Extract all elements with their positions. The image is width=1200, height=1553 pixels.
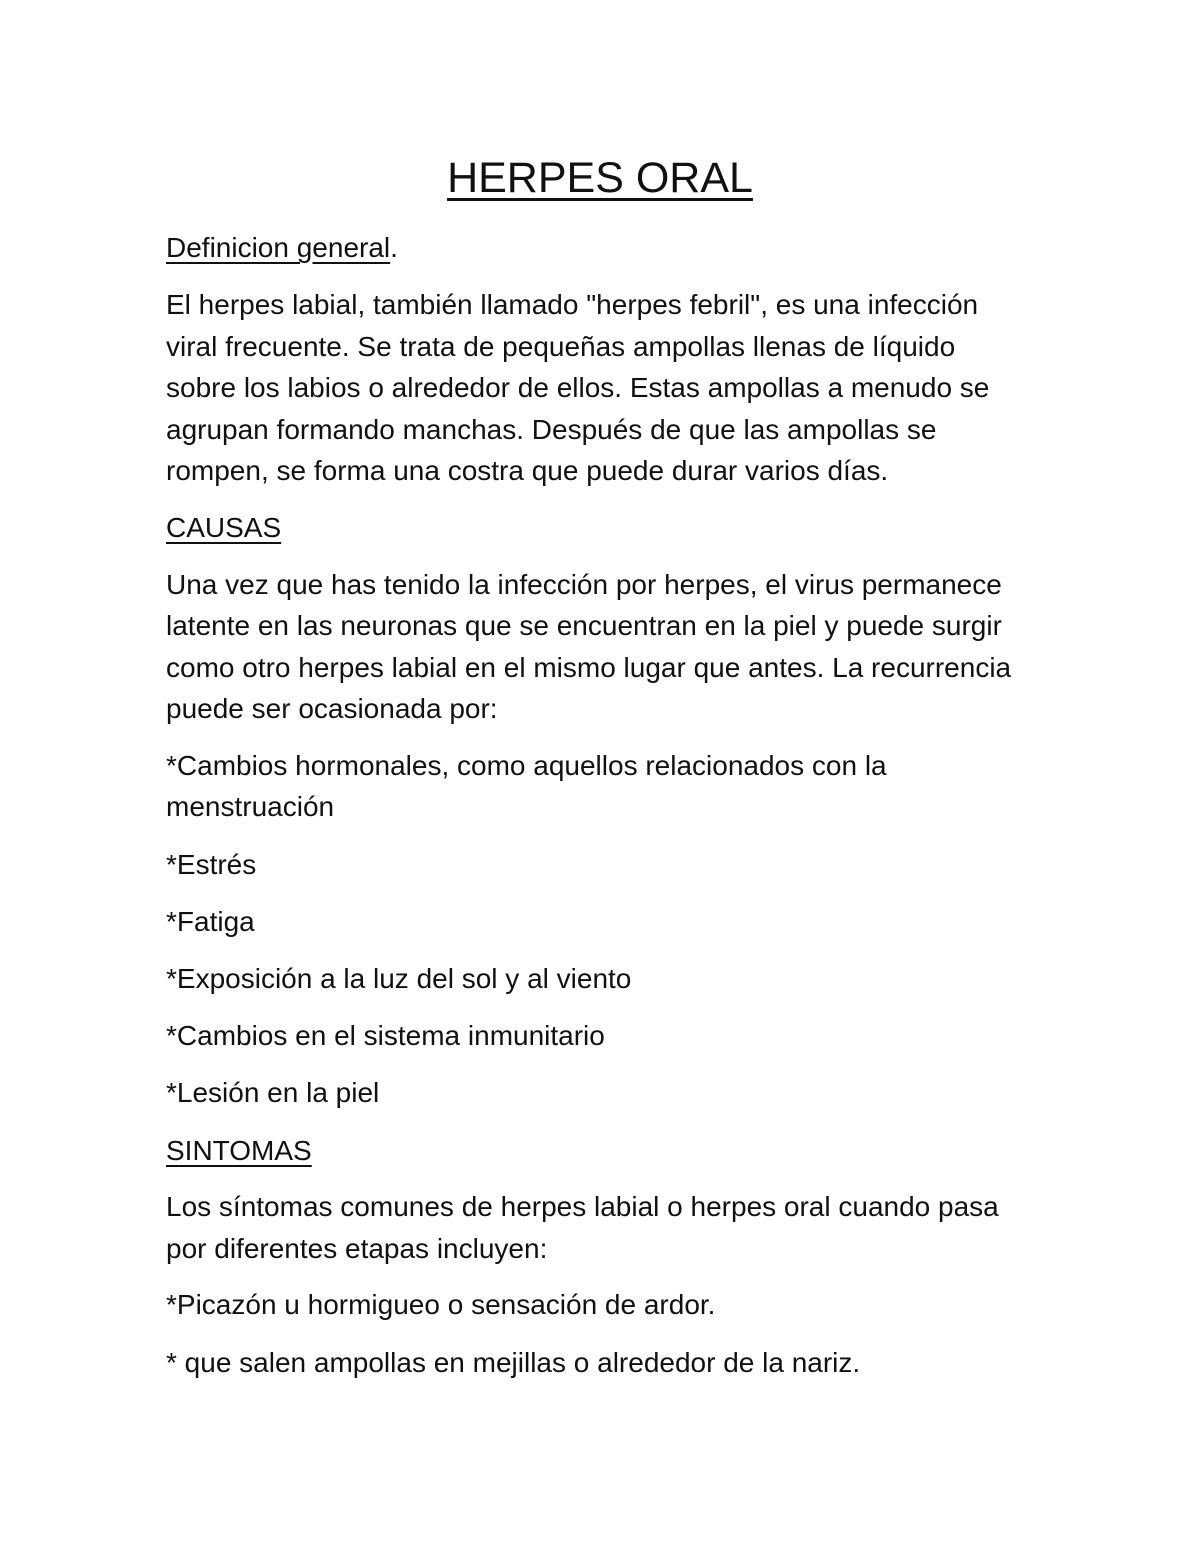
definition-heading: Definicion general bbox=[166, 232, 391, 263]
definition-line-1: El herpes labial, también llamado "herpes febril", es una infección bbox=[166, 289, 979, 320]
definition-line-3: sobre los labios o alrededor de ellos. Estas ampollas a menudo se bbox=[166, 372, 990, 403]
definition-heading-line bbox=[166, 228, 398, 268]
definition-line-4: agrupan formando manchas. Después de que las ampollas se bbox=[166, 414, 937, 445]
causes-item-2: *Estrés bbox=[166, 849, 257, 880]
causes-item-5: *Cambios en el sistema inmunitario bbox=[166, 1020, 605, 1051]
causes-item-6: *Lesión en la piel bbox=[166, 1077, 380, 1108]
definition-heading-suffix: . bbox=[390, 232, 398, 263]
definition-line-2: viral frecuente. Se trata de pequeñas ampollas llenas de líquido bbox=[166, 331, 956, 362]
symptoms-line-1: Los síntomas comunes de herpes labial o herpes oral cuando pasa bbox=[166, 1191, 999, 1222]
causes-line-1: Una vez que has tenido la infección por herpes, el virus permanece bbox=[166, 569, 1002, 600]
causes-line-2: latente en las neuronas que se encuentran en la piel y puede surgir bbox=[166, 610, 1002, 641]
causes-item-4: *Exposición a la luz del sol y al viento bbox=[166, 963, 632, 994]
causes-heading: CAUSAS bbox=[166, 512, 282, 543]
causes-item-3: *Fatiga bbox=[166, 906, 255, 937]
symptoms-line-2: por diferentes etapas incluyen: bbox=[166, 1233, 548, 1264]
symptoms-item-2: * que salen ampollas en mejillas o alrededor de la nariz. bbox=[166, 1347, 861, 1378]
causes-item-1-cont: menstruación bbox=[166, 791, 335, 822]
causes-line-4: puede ser ocasionada por: bbox=[166, 693, 498, 724]
causes-line-3: como otro herpes labial en el mismo lugar que antes. La recurrencia bbox=[166, 652, 1012, 683]
symptoms-heading: SINTOMAS bbox=[166, 1135, 312, 1166]
document-title: HERPES ORAL bbox=[447, 154, 753, 202]
definition-line-5: rompen, se forma una costra que puede durar varios días. bbox=[166, 455, 889, 486]
symptoms-item-1: *Picazón u hormigueo o sensación de ardor. bbox=[166, 1289, 716, 1320]
causes-item-1: *Cambios hormonales, como aquellos relacionados con la bbox=[166, 750, 887, 781]
